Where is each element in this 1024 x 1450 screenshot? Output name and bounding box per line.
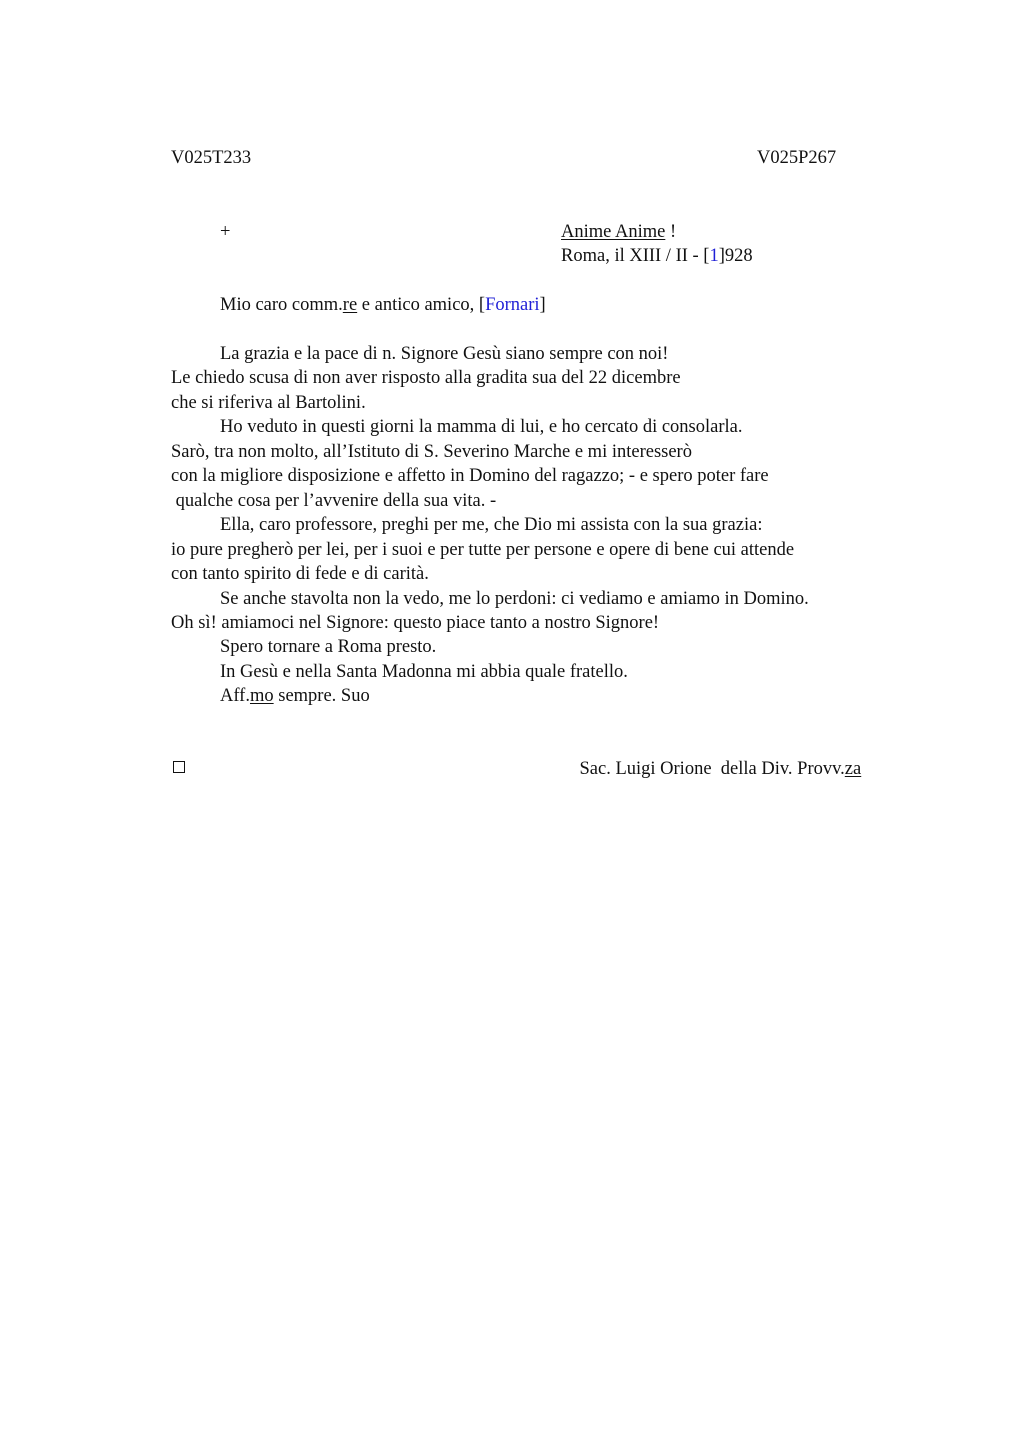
recipient-name: Fornari [485,295,540,315]
body-line: Ho veduto in questi giorni la mamma di lui, e ho cercato di consolarla. [220,417,743,437]
salutation-close: ] [539,295,546,315]
place-date-suffix: ]928 [718,246,753,266]
salutation-part1: Mio caro comm. [220,295,343,315]
cross-symbol: + [220,222,231,242]
signature-abbr: za [844,759,862,780]
body-line: Se anche stavolta non la vedo, me lo perdoni: ci vediamo e amiamo in Domino. [220,589,809,609]
signature-text: Sac. Luigi Orione della Div. Provv. [579,759,845,780]
motto [561,220,676,244]
salutation-part2: e antico amico, [ [357,295,486,315]
body-line: con tanto spirito di fede e di carità. [171,564,429,584]
header-right-code: V025P267 [757,148,837,168]
salutation-abbr: re [342,295,358,315]
motto-punct: ! [665,222,677,242]
signature [561,733,861,806]
body-line: Ella, caro professore, preghi per me, che Dio mi assista con la sua grazia: [220,515,763,535]
place-date-prefix: Roma, il XIII / II - [ [561,246,710,266]
body-line: Oh sì! amiamoci nel Signore: questo piace tanto a nostro Signore! [171,613,660,633]
place-date [561,244,753,268]
body-line: io pure pregherò per lei, per i suoi e per tutte per persone e opere di bene cui attende [171,540,795,560]
body-line: La grazia e la pace di n. Signore Gesù siano sempre con noi! [220,344,669,364]
salutation [220,293,546,317]
body-line: In Gesù e nella Santa Madonna mi abbia quale fratello. [220,662,628,682]
motto-text: Anime Anime [561,222,666,242]
closing [220,684,370,708]
body-line: che si riferiva al Bartolini. [171,393,366,413]
closing-abbr: mo [249,686,274,706]
body-line: Sarò, tra non molto, all’Istituto di S. Severino Marche e mi interesserò [171,442,692,462]
closing-prefix: Aff. [220,686,250,706]
body-line: con la migliore disposizione e affetto in Domino del ragazzo; - e spero poter fare [171,466,769,486]
place-date-year-digit: 1 [709,246,719,266]
end-of-document-box-icon [173,761,185,773]
body-line: Le chiedo scusa di non aver risposto alla gradita sua del 22 dicembre [171,368,681,388]
closing-suffix: sempre. Suo [273,686,370,706]
body-line: qualche cosa per l’avvenire della sua vita. - [171,491,497,511]
body-line: Spero tornare a Roma presto. [220,637,437,657]
header-left-code: V025T233 [171,148,252,168]
